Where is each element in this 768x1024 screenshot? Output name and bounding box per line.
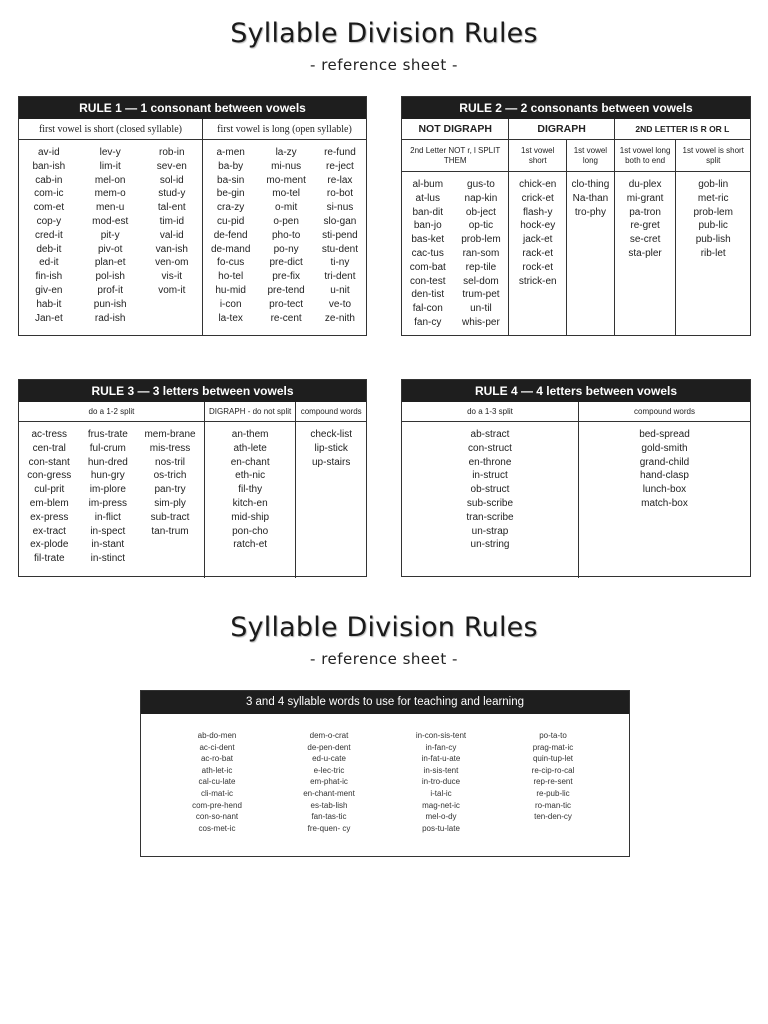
word-item: en-chant bbox=[230, 456, 270, 468]
word-column bbox=[92, 146, 128, 335]
word-item: sti-pend bbox=[322, 229, 358, 241]
word-item: ac-ro-bat bbox=[200, 754, 233, 764]
rule2-box bbox=[401, 96, 751, 336]
word-column bbox=[461, 178, 500, 335]
word-item: cred-it bbox=[34, 229, 63, 241]
word-item: de-mand bbox=[210, 243, 251, 255]
word-item: en-chant-ment bbox=[303, 788, 355, 798]
word-item: ex-plode bbox=[30, 539, 69, 551]
word-item: tal-ent bbox=[157, 202, 186, 214]
word-item: lim-it bbox=[99, 160, 121, 172]
word-item: se-cret bbox=[629, 234, 661, 246]
word-item: bas-ket bbox=[411, 234, 445, 246]
word-item: fin-ish bbox=[35, 271, 63, 283]
word-item: giv-en bbox=[35, 284, 63, 296]
word-column bbox=[266, 146, 305, 335]
word-item: mel-o-dy bbox=[425, 812, 457, 822]
teaching-word-list bbox=[141, 714, 629, 834]
page2-title: Syllable Division Rules bbox=[230, 612, 538, 643]
word-item: ven-om bbox=[155, 257, 189, 269]
word-item: ve-to bbox=[328, 298, 352, 310]
rule2-s-long: 1st vowel long bbox=[567, 140, 615, 172]
rule4-header: RULE 4 — 4 letters between vowels bbox=[402, 380, 750, 402]
word-item: bed-spread bbox=[639, 429, 690, 440]
word-column bbox=[410, 178, 446, 335]
word-item: in-tro-duce bbox=[421, 777, 461, 787]
word-item: pub-lish bbox=[695, 234, 731, 246]
rule3-sub-compound: compound words bbox=[296, 402, 366, 422]
word-item: op-tic bbox=[468, 220, 494, 232]
word-column bbox=[231, 428, 270, 578]
word-item: pre-tend bbox=[267, 284, 305, 296]
word-item: ban-ish bbox=[32, 160, 66, 172]
word-item: in-fat-u-ate bbox=[421, 754, 461, 764]
word-item: im-press bbox=[88, 497, 127, 509]
word-item: a-men bbox=[216, 147, 245, 158]
word-item: pol-ish bbox=[95, 271, 125, 283]
word-item: re-ject bbox=[326, 160, 354, 172]
word-item: cop-y bbox=[36, 215, 62, 227]
word-item: cul-prit bbox=[34, 484, 65, 496]
word-item: fan-tas-tic bbox=[311, 812, 347, 822]
word-item: ze-nith bbox=[324, 312, 355, 324]
word-item: kitch-en bbox=[232, 497, 268, 509]
word-item: lunch-box bbox=[642, 484, 687, 496]
word-item: fo-cus bbox=[217, 257, 245, 269]
rule2-s-short: 1st vowel short bbox=[509, 140, 567, 172]
word-item: hab-it bbox=[36, 298, 62, 310]
word-item: vis-it bbox=[161, 271, 183, 283]
rule1-header: RULE 1 — 1 consonant between vowels bbox=[19, 97, 366, 119]
word-item: ten-den-cy bbox=[534, 812, 572, 822]
word-item: in-spect bbox=[90, 525, 126, 537]
word-item: an-them bbox=[231, 429, 269, 440]
word-item: quin-tup-let bbox=[532, 754, 574, 764]
word-item: un-til bbox=[470, 303, 492, 315]
word-item: es-tab-lish bbox=[310, 800, 348, 810]
word-item: mod-est bbox=[92, 215, 129, 227]
word-item: clo-thing bbox=[571, 179, 610, 190]
rule2-digraph-short-words bbox=[509, 172, 567, 335]
rule2-not-digraph-words bbox=[402, 172, 509, 335]
rule3-box bbox=[18, 379, 367, 577]
teaching-header: 3 and 4 syllable words to use for teaching and learning bbox=[141, 691, 629, 714]
word-item: la-zy bbox=[275, 147, 297, 158]
word-item: mem-brane bbox=[144, 429, 196, 440]
word-item: sol-id bbox=[159, 174, 184, 186]
word-item: im-plore bbox=[89, 484, 126, 496]
word-column bbox=[627, 178, 664, 335]
word-item: sta-pler bbox=[628, 247, 662, 259]
word-item: strick-en bbox=[518, 275, 557, 287]
rule4-box bbox=[401, 379, 751, 577]
word-item: piv-ot bbox=[97, 243, 123, 255]
word-item: re-lax bbox=[327, 174, 353, 186]
word-item: in-fan-cy bbox=[425, 742, 457, 752]
word-item: val-id bbox=[159, 229, 184, 241]
rule2-header: RULE 2 — 2 consonants between vowels bbox=[402, 97, 750, 119]
word-item: ful-crum bbox=[89, 442, 126, 454]
word-item: fil-thy bbox=[238, 484, 263, 496]
word-item: ba-by bbox=[218, 160, 244, 172]
word-item: os-trich bbox=[153, 470, 187, 482]
word-item: po-ny bbox=[273, 243, 299, 255]
word-item: at-lus bbox=[415, 192, 440, 204]
word-item: ho-tel bbox=[218, 271, 244, 283]
word-column bbox=[466, 428, 513, 578]
word-item: frus-trate bbox=[87, 429, 128, 440]
word-column bbox=[27, 428, 71, 578]
word-item: pa-tron bbox=[629, 206, 661, 218]
word-item: sev-en bbox=[156, 160, 187, 172]
word-item: un-string bbox=[470, 539, 510, 551]
word-item: em-blem bbox=[29, 497, 69, 509]
word-item: in-sis-tent bbox=[423, 765, 459, 775]
word-item: rib-let bbox=[700, 247, 726, 259]
word-item: mel-on bbox=[94, 174, 126, 186]
word-item: trum-pet bbox=[462, 289, 500, 301]
word-item: plan-et bbox=[94, 257, 126, 269]
word-item: de-fend bbox=[213, 229, 248, 241]
word-item: en-throne bbox=[468, 456, 512, 468]
word-item: gob-lin bbox=[698, 179, 729, 190]
word-item: fil-trate bbox=[33, 553, 65, 565]
word-item: re-cip-ro-cal bbox=[531, 765, 575, 775]
word-item: prob-lem bbox=[693, 206, 733, 218]
word-item: con-so-nant bbox=[195, 812, 239, 822]
word-item: pro-tect bbox=[269, 298, 304, 310]
rule1-box bbox=[18, 96, 367, 336]
word-item: mid-ship bbox=[231, 511, 270, 523]
word-item: tran-scribe bbox=[466, 511, 514, 523]
word-column bbox=[310, 428, 352, 578]
word-item: fre-quen- cy bbox=[307, 823, 351, 833]
word-column bbox=[385, 730, 497, 834]
word-item: ran-som bbox=[462, 247, 500, 259]
word-item: prof-it bbox=[97, 284, 123, 296]
word-item: Na-than bbox=[572, 192, 609, 204]
word-item: ban-jo bbox=[413, 220, 442, 232]
word-item: rep-tile bbox=[465, 261, 497, 273]
word-item: ed-it bbox=[39, 257, 59, 269]
word-item: in-flict bbox=[94, 511, 121, 523]
rule3-split-words bbox=[19, 422, 205, 578]
rule4-sub-compound: compound words bbox=[579, 402, 750, 422]
word-item: in-con-sis-tent bbox=[415, 731, 467, 740]
word-item: mis-tress bbox=[149, 442, 191, 454]
word-column bbox=[144, 428, 195, 578]
word-item: sub-scribe bbox=[466, 497, 514, 509]
word-item: whis-per bbox=[462, 316, 500, 328]
word-item: sim-ply bbox=[154, 497, 186, 509]
word-item: e-lec-tric bbox=[313, 765, 345, 775]
word-item: pre-fix bbox=[272, 271, 301, 283]
page2-subtitle: - reference sheet - bbox=[310, 650, 458, 668]
rule4-sub-split: do a 1-3 split bbox=[402, 402, 579, 422]
word-item: al-bum bbox=[412, 179, 444, 190]
word-item: cab-in bbox=[35, 174, 63, 186]
page-title: Syllable Division Rules bbox=[230, 18, 538, 49]
word-item: dem-o-crat bbox=[309, 731, 349, 740]
word-item: com-et bbox=[33, 202, 65, 214]
word-item: cu-pid bbox=[217, 215, 245, 227]
word-item: hu-mid bbox=[215, 284, 246, 296]
word-item: vom-it bbox=[158, 284, 186, 296]
word-item: con-stant bbox=[28, 456, 70, 468]
word-item: gus-to bbox=[467, 179, 495, 190]
word-item: ti-ny bbox=[330, 257, 350, 269]
word-item: rock-et bbox=[522, 261, 553, 273]
rule3-sub-digraph: DIGRAPH - do not split bbox=[205, 402, 296, 422]
word-item: mem-o bbox=[94, 188, 126, 200]
word-item: po-ta-to bbox=[539, 731, 567, 740]
rule2-s-split: 2nd Letter NOT r, l SPLIT THEM bbox=[402, 140, 509, 172]
word-item: ro-man-tic bbox=[534, 800, 571, 810]
word-item: deb-it bbox=[36, 243, 62, 255]
word-item: o-mit bbox=[275, 202, 298, 214]
word-item: ro-bot bbox=[326, 188, 353, 200]
word-column bbox=[693, 178, 732, 335]
word-item: slo-gan bbox=[323, 215, 357, 227]
word-item: nos-tril bbox=[155, 456, 186, 468]
word-item: den-tist bbox=[411, 289, 445, 301]
rule1-sub-short: first vowel is short (closed syllable) bbox=[19, 119, 203, 140]
word-item: van-ish bbox=[155, 243, 188, 255]
word-item: u-nit bbox=[330, 284, 350, 296]
word-column bbox=[88, 428, 128, 578]
word-item: hun-gry bbox=[90, 470, 125, 482]
word-column bbox=[572, 178, 610, 335]
rule3-header: RULE 3 — 3 letters between vowels bbox=[19, 380, 366, 402]
word-column bbox=[161, 730, 273, 834]
word-item: prob-lem bbox=[461, 234, 501, 246]
word-item: ath-lete bbox=[233, 442, 267, 454]
rule2-h-rl: 2ND LETTER IS R OR L bbox=[615, 119, 750, 140]
rule3-digraph-words bbox=[205, 422, 296, 578]
word-item: mo-tel bbox=[272, 188, 301, 200]
word-item: rack-et bbox=[522, 247, 553, 259]
word-item: pit-y bbox=[100, 229, 120, 241]
word-item: pho-to bbox=[271, 229, 301, 241]
word-column bbox=[639, 428, 690, 578]
teaching-box bbox=[140, 690, 630, 857]
word-item: cra-zy bbox=[217, 202, 245, 214]
word-item: tim-id bbox=[159, 215, 185, 227]
word-item: men-u bbox=[96, 202, 125, 214]
word-item: lev-y bbox=[99, 147, 121, 158]
rule3-compound-words bbox=[296, 422, 366, 578]
page-subtitle: - reference sheet - bbox=[310, 56, 458, 74]
word-item: ban-dit bbox=[412, 206, 444, 218]
word-column bbox=[322, 146, 358, 335]
word-item: un-strap bbox=[471, 525, 509, 537]
word-item: in-stinct bbox=[90, 553, 126, 565]
word-item: tan-trum bbox=[151, 525, 189, 537]
word-item: pre-dict bbox=[269, 257, 303, 269]
word-item: av-id bbox=[38, 147, 60, 158]
rule1-long-words bbox=[203, 140, 366, 335]
word-item: ab-stract bbox=[470, 429, 510, 440]
word-item: stu-dent bbox=[321, 243, 358, 255]
word-item: nap-kin bbox=[464, 192, 498, 204]
word-item: sel-dom bbox=[463, 275, 499, 287]
rule2-s-short-split: 1st vowel is short split bbox=[676, 140, 750, 172]
word-item: stud-y bbox=[158, 188, 186, 200]
word-item: jack-et bbox=[522, 234, 553, 246]
word-item: du-plex bbox=[628, 179, 662, 190]
word-item: ratch-et bbox=[233, 539, 268, 551]
word-column bbox=[32, 146, 65, 335]
word-item: ed-u-cate bbox=[312, 754, 346, 764]
word-item: pub-lic bbox=[698, 220, 728, 232]
word-item: con-test bbox=[409, 275, 446, 287]
word-column bbox=[211, 146, 250, 335]
word-item: gold-smith bbox=[641, 442, 688, 454]
word-item: cos-met-ic bbox=[198, 823, 236, 833]
word-item: re-pub-lic bbox=[536, 788, 570, 798]
word-item: em-phat-ic bbox=[310, 777, 348, 787]
word-item: met-ric bbox=[697, 192, 729, 204]
rule1-short-words bbox=[19, 140, 203, 335]
word-item: Jan-et bbox=[34, 312, 63, 324]
rule2-h-digraph: DIGRAPH bbox=[509, 119, 614, 140]
word-item: cen-tral bbox=[32, 442, 66, 454]
word-item: de-pen-dent bbox=[307, 742, 351, 752]
word-item: com-bat bbox=[409, 261, 446, 273]
rule4-split-words bbox=[402, 422, 579, 578]
word-item: ob-struct bbox=[470, 484, 510, 496]
word-column bbox=[519, 178, 557, 335]
word-item: mag-net-ic bbox=[422, 800, 460, 810]
word-item: re-cent bbox=[270, 312, 302, 324]
word-item: eth-nic bbox=[235, 470, 266, 482]
word-item: ath-let-ic bbox=[201, 765, 233, 775]
word-item: re-fund bbox=[324, 147, 356, 158]
word-item: ex-tract bbox=[32, 525, 66, 537]
word-item: hand-clasp bbox=[640, 470, 689, 482]
word-item: grand-child bbox=[639, 456, 690, 468]
word-item: cli-mat-ic bbox=[201, 788, 233, 798]
word-item: com-ic bbox=[34, 188, 64, 200]
word-column bbox=[155, 146, 188, 335]
word-column bbox=[273, 730, 385, 834]
rule1-sub-long: first vowel is long (open syllable) bbox=[203, 119, 366, 140]
word-item: ex-press bbox=[30, 511, 69, 523]
rule4-compound-words bbox=[579, 422, 750, 578]
word-column bbox=[497, 730, 609, 834]
word-item: pan-try bbox=[154, 484, 186, 496]
word-item: ac-ci-dent bbox=[199, 742, 235, 752]
word-item: re-gret bbox=[630, 220, 660, 232]
word-item: com-pre-hend bbox=[192, 800, 242, 810]
word-item: tri-dent bbox=[324, 271, 356, 283]
word-item: crick-et bbox=[521, 192, 554, 204]
word-item: ac-tress bbox=[31, 429, 68, 440]
word-item: o-pen bbox=[273, 215, 299, 227]
word-item: match-box bbox=[641, 497, 688, 509]
word-item: si-nus bbox=[326, 202, 354, 214]
word-item: mo-ment bbox=[266, 174, 306, 186]
rule2-rl-long-words bbox=[615, 172, 677, 335]
word-item: in-struct bbox=[472, 470, 508, 482]
word-item: cac-tus bbox=[411, 247, 444, 259]
word-item: i-tal-ic bbox=[430, 788, 452, 798]
word-item: hock-ey bbox=[520, 220, 556, 232]
rule2-s-long-both: 1st vowel long both to end bbox=[615, 140, 677, 172]
word-item: la-tex bbox=[218, 312, 243, 324]
word-item: hun-dred bbox=[87, 456, 128, 468]
word-item: ab-do-men bbox=[197, 731, 237, 740]
word-item: fan-cy bbox=[414, 316, 442, 328]
word-item: i-con bbox=[219, 298, 242, 310]
rule2-digraph-long-words bbox=[567, 172, 615, 335]
rule2-h-not-digraph: NOT DIGRAPH bbox=[402, 119, 509, 140]
word-item: pos-tu-late bbox=[422, 823, 460, 833]
word-item: rad-ish bbox=[94, 312, 126, 324]
word-item: mi-grant bbox=[626, 192, 664, 204]
word-item: flash-y bbox=[522, 206, 553, 218]
word-item: chick-en bbox=[519, 179, 557, 190]
word-item: mi-nus bbox=[271, 160, 302, 172]
word-item: rob-in bbox=[159, 147, 185, 158]
word-item: fal-con bbox=[412, 303, 443, 315]
word-item: ba-sin bbox=[217, 174, 245, 186]
word-item: check-list bbox=[310, 429, 353, 440]
word-item: pun-ish bbox=[93, 298, 127, 310]
word-item: con-gress bbox=[27, 470, 72, 482]
word-item: lip-stick bbox=[314, 442, 348, 454]
word-item: ob-ject bbox=[465, 206, 496, 218]
word-item: cal-cu-late bbox=[198, 777, 236, 787]
word-item: rep-re-sent bbox=[533, 777, 573, 787]
word-item: up-stairs bbox=[312, 456, 351, 468]
word-item: sub-tract bbox=[150, 511, 190, 523]
rule2-rl-short-words bbox=[676, 172, 750, 335]
word-item: tro-phy bbox=[574, 206, 606, 218]
word-item: in-stant bbox=[91, 539, 125, 551]
word-item: be-gin bbox=[216, 188, 245, 200]
rule3-sub-split: do a 1-2 split bbox=[19, 402, 205, 422]
word-item: con-struct bbox=[468, 442, 512, 454]
word-item: pon-cho bbox=[232, 525, 269, 537]
word-item: prag-mat-ic bbox=[532, 742, 574, 752]
